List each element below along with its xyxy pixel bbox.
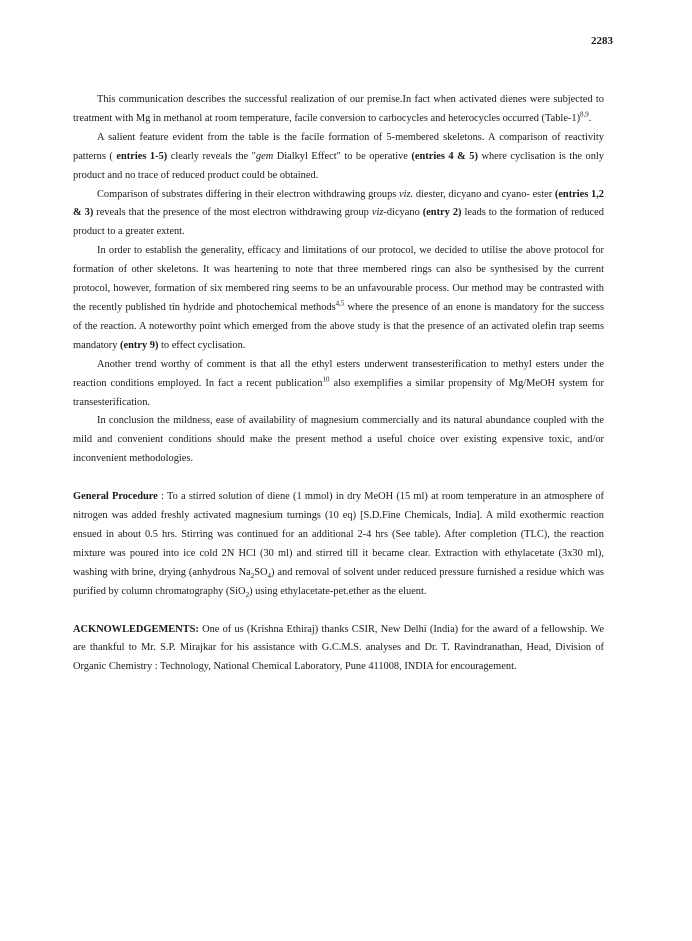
subscript: 4 xyxy=(267,571,272,580)
paragraph-text: ) using ethylacetate-pet.ether as the eluent. xyxy=(249,585,427,597)
citation-ref: 4,5 xyxy=(335,299,345,308)
paragraph-text: -dicyano xyxy=(383,207,423,219)
paragraph-text: A salient feature evident from the table is the facile formation of 5-membered skeletons. A comparison of reactivity patterns ( xyxy=(73,131,604,162)
entry-reference: (entries 1,2 & 3) xyxy=(73,188,604,219)
italic-term: viz xyxy=(371,207,384,219)
paragraph-text: ) and removal of solvent under reduced pressure furnished a residue which was purified by column chromatography (SiO xyxy=(73,566,604,597)
paragraph-five-membered xyxy=(73,129,604,186)
paragraph-text: clearly reveals the " xyxy=(167,150,256,162)
paragraph-text: : To a stirred solution of diene (1 mmol) in dry MeOH (15 ml) at room temperature in an atmosphere of nitrogen was added freshly activated magnesium turnings (10 eq) [S.D.Fine Chemicals, India]. A mild exothermic reaction ensued in about 0.5 hrs. Stirring was continued for an additional 2-4 hrs (See table). After completion (TLC), the reaction mixture was poured into ice cold 2N HCl (30 ml) and stirred till it became clear. Extraction with ethylacetate (3x30 ml), washing with brine, drying (anhydrous Na xyxy=(73,491,604,578)
entry-reference: (entry 9) xyxy=(120,339,159,351)
paragraph-text: This communication describes the successful realization of our premise.In fact when activated dienes were subjected to treatment with Mg in methanol at room temperature, facile conversion to carbocycles and heterocycles occurred (Table-1) xyxy=(73,94,604,124)
paragraph-text: Another trend worthy of comment is that all the ethyl esters underwent transesterification to methyl esters under the reaction conditions employed. In fact a recent publication xyxy=(73,358,604,389)
paragraph-text: where cyclisation is the only product and no trace of reduced product could be obtained. xyxy=(73,150,604,181)
entry-reference: entries 1-5) xyxy=(116,150,168,162)
paragraph-conclusion xyxy=(73,412,604,469)
paragraph-text: Comparison of substrates differing in their electron withdrawing groups xyxy=(97,188,400,200)
paragraph-text: In conclusion the mildness, ease of availability of magnesium commercially and its natural abundance coupled with the mild and convenient conditions should make the present method a useful choice over existing expensive toxic, and/or inconvenient methodologies. xyxy=(73,415,604,465)
section-heading: ACKNOWLEDGEMENTS: xyxy=(73,623,199,635)
acknowledgements-section xyxy=(73,621,604,678)
paragraph-text: . xyxy=(588,112,592,124)
citation-ref: 8,9 xyxy=(580,110,589,119)
paragraph-generality xyxy=(73,242,604,355)
paragraph-substrate-comparison xyxy=(73,186,604,243)
paragraph-text: SO xyxy=(254,566,268,578)
paragraph-text: reveals that the presence of the most electron withdrawing group xyxy=(93,207,372,219)
paragraph-text: diester, dicyano and cyano- ester xyxy=(413,188,555,200)
paragraph-text: In order to establish the generality, efficacy and limitations of our protocol, we decided to utilise the above protocol for formation of other skeletons. It was heartening to note that three membered rings can also be synthesised by the current protocol, however, formation of six membered ring seems to be an unfavourable process. Our method may be contrasted with the recently published tin hydride and photochemical methods xyxy=(73,245,604,313)
entry-reference: (entries 4 & 5) xyxy=(411,150,478,162)
paragraph-text: leads to the formation of reduced product to a greater extent. xyxy=(73,207,604,238)
paragraph-text: also exemplifies a similar propensity of Mg/MeOH system for transesterification. xyxy=(73,377,604,408)
entry-reference: (entry 2) xyxy=(422,207,462,219)
paragraph-introduction xyxy=(73,91,604,129)
subscript: 2 xyxy=(245,590,250,599)
paragraph-text: Dialkyl Effect" to be operative xyxy=(273,150,412,162)
paragraph-text: to effect cyclisation. xyxy=(158,339,246,351)
paragraph-text: where the presence of an enone is mandatory for the success of the reaction. A noteworthy point which emerged from the above study is that the presence of an activated olefin trap seems mandatory xyxy=(73,301,604,351)
italic-term: gem xyxy=(255,150,274,162)
page-number: 2283 xyxy=(591,35,613,47)
general-procedure-section xyxy=(73,488,604,601)
paragraph-text: One of us (Krishna Ethiraj) thanks CSIR, New Delhi (India) for the award of a fellowship. We are thankful to Mr. S.P. Mirajkar for his assistance with G.C.M.S. analyses and Dr. T. Ravindranathan, Head, Division of Organic Chemistry : Technology, National Chemical Laboratory, Pune 411008, INDIA for encouragement. xyxy=(73,623,604,673)
article-body xyxy=(73,91,604,677)
italic-term: viz. xyxy=(399,188,414,200)
section-heading: General Procedure xyxy=(73,491,158,503)
subscript: 2 xyxy=(250,571,255,580)
citation-ref: 10 xyxy=(322,375,330,384)
paragraph-transesterification xyxy=(73,356,604,413)
